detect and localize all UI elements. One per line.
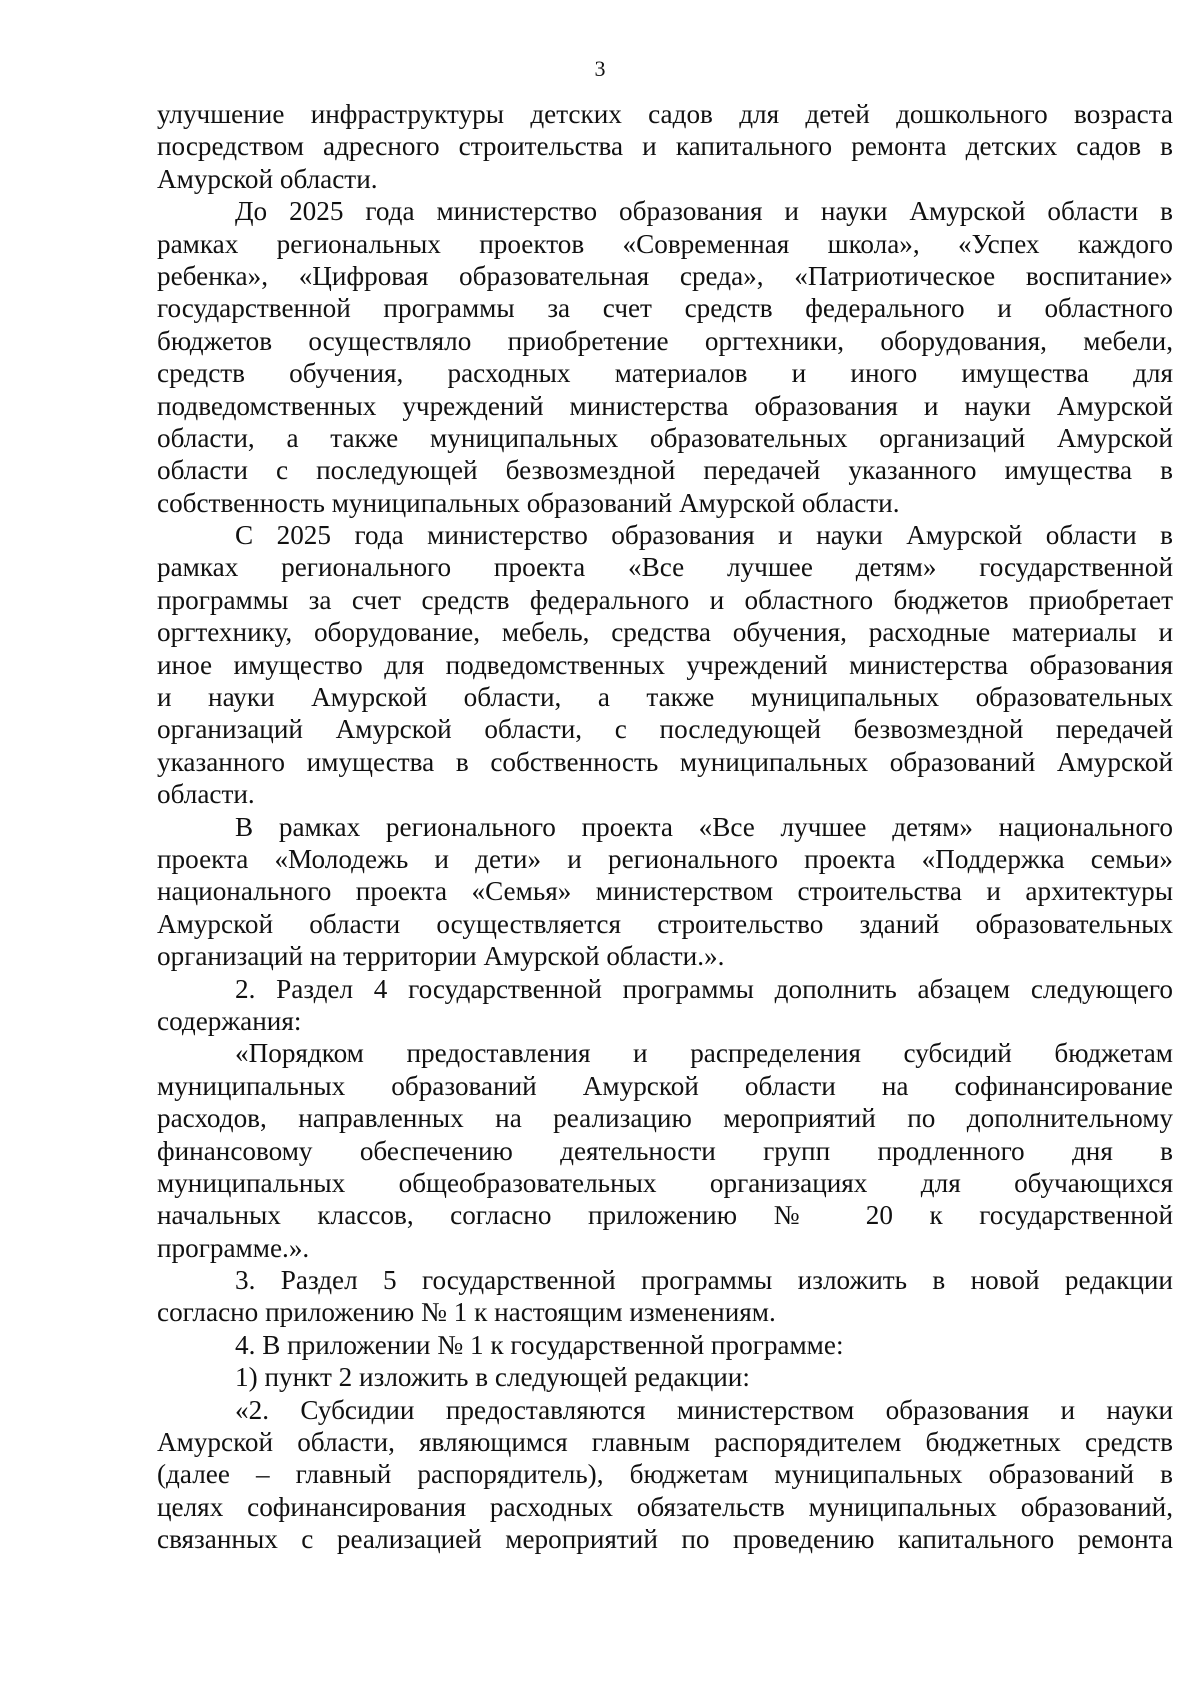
text-line: государственной программы за счет средств федерального и областного xyxy=(157,293,1173,324)
paragraph xyxy=(157,1394,1173,1556)
text-line: ребенка», «Цифровая образовательная среда», «Патриотическое воспитание» xyxy=(157,260,1173,291)
paragraph xyxy=(157,811,1173,973)
text-line: связанных с реализацией мероприятий по проведению капитального ремонта xyxy=(157,1524,1173,1555)
text-line: 4. В приложении № 1 к государственной программе: xyxy=(235,1329,844,1360)
text-line: бюджетов осуществляло приобретение оргтехники, оборудования, мебели, xyxy=(157,325,1173,356)
text-line: указанного имущества в собственность муниципальных образований Амурской xyxy=(157,746,1173,777)
text-line: рамках региональных проектов «Современная школа», «Успех каждого xyxy=(157,228,1173,259)
text-line: «Порядком предоставления и распределения субсидий бюджетам xyxy=(235,1038,1173,1069)
text-line: посредством адресного строительства и капитального ремонта детских садов в xyxy=(157,131,1173,162)
text-line: целях софинансирования расходных обязательств муниципальных образований, xyxy=(157,1491,1173,1522)
text-line: области. xyxy=(157,779,255,810)
text-line: и науки Амурской области, а также муниципальных образовательных xyxy=(157,682,1173,713)
text-line: (далее – главный распорядитель), бюджетам муниципальных образований в xyxy=(157,1459,1173,1490)
text-line: рамках регионального проекта «Все лучшее детям» государственной xyxy=(157,552,1173,583)
text-line: подведомственных учреждений министерства образования и науки Амурской xyxy=(157,390,1173,421)
text-line: иное имущество для подведомственных учреждений министерства образования xyxy=(157,649,1173,680)
paragraph xyxy=(157,1361,1173,1393)
text-line: национального проекта «Семья» министерством строительства и архитектуры xyxy=(157,876,1173,907)
text-line: муниципальных общеобразовательных организациях для обучающихся xyxy=(157,1167,1173,1198)
text-line: оргтехнику, оборудование, мебель, средства обучения, расходные материалы и xyxy=(157,617,1173,648)
text-line: До 2025 года министерство образования и науки Амурской области в xyxy=(235,196,1173,227)
paragraph xyxy=(157,973,1173,1038)
text-line: С 2025 года министерство образования и науки Амурской области в xyxy=(235,520,1173,551)
text-line: «2. Субсидии предоставляются министерством образования и науки xyxy=(235,1394,1173,1425)
text-line: собственность муниципальных образований Амурской области. xyxy=(157,487,900,518)
text-line: Амурской области. xyxy=(157,163,378,194)
paragraph xyxy=(157,1264,1173,1329)
paragraph xyxy=(157,1037,1173,1264)
text-line: программе.». xyxy=(157,1232,310,1263)
paragraph xyxy=(157,1329,1173,1361)
text-line: области с последующей безвозмездной передачей указанного имущества в xyxy=(157,455,1173,486)
text-line: согласно приложению № 1 к настоящим изменениям. xyxy=(157,1297,776,1328)
text-line: средств обучения, расходных материалов и иного имущества для xyxy=(157,358,1173,389)
text-line: Амурской области осуществляется строительство зданий образовательных xyxy=(157,908,1173,939)
text-line: 2. Раздел 4 государственной программы дополнить абзацем следующего xyxy=(235,973,1173,1004)
text-line: начальных классов, согласно приложению № 20 к государственной xyxy=(157,1200,1173,1231)
text-line: расходов, направленных на реализацию мероприятий по дополнительному xyxy=(157,1103,1173,1134)
text-line: 1) пункт 2 изложить в следующей редакции: xyxy=(235,1362,750,1393)
text-line: муниципальных образований Амурской области на софинансирование xyxy=(157,1070,1173,1101)
page-number: 3 xyxy=(594,56,606,81)
text-line: 3. Раздел 5 государственной программы изложить в новой редакции xyxy=(235,1265,1173,1296)
paragraph xyxy=(157,98,1173,195)
text-line: организаций на территории Амурской области.». xyxy=(157,941,725,972)
paragraph xyxy=(157,519,1173,811)
text-line: финансовому обеспечению деятельности групп продленного дня в xyxy=(157,1135,1173,1166)
text-line: области, а также муниципальных образовательных организаций Амурской xyxy=(157,422,1173,453)
text-line: В рамках регионального проекта «Все лучшее детям» национального xyxy=(235,811,1173,842)
document-body xyxy=(157,98,1173,1556)
text-line: содержания: xyxy=(157,1005,302,1036)
text-line: проекта «Молодежь и дети» и регионального проекта «Поддержка семьи» xyxy=(157,843,1173,874)
paragraph xyxy=(157,195,1173,519)
text-line: Амурской области, являющимся главным распорядителем бюджетных средств xyxy=(157,1427,1173,1458)
text-line: программы за счет средств федерального и областного бюджетов приобретает xyxy=(157,584,1173,615)
text-line: организаций Амурской области, с последующей безвозмездной передачей xyxy=(157,714,1173,745)
text-line: улучшение инфраструктуры детских садов для детей дошкольного возраста xyxy=(157,99,1173,129)
